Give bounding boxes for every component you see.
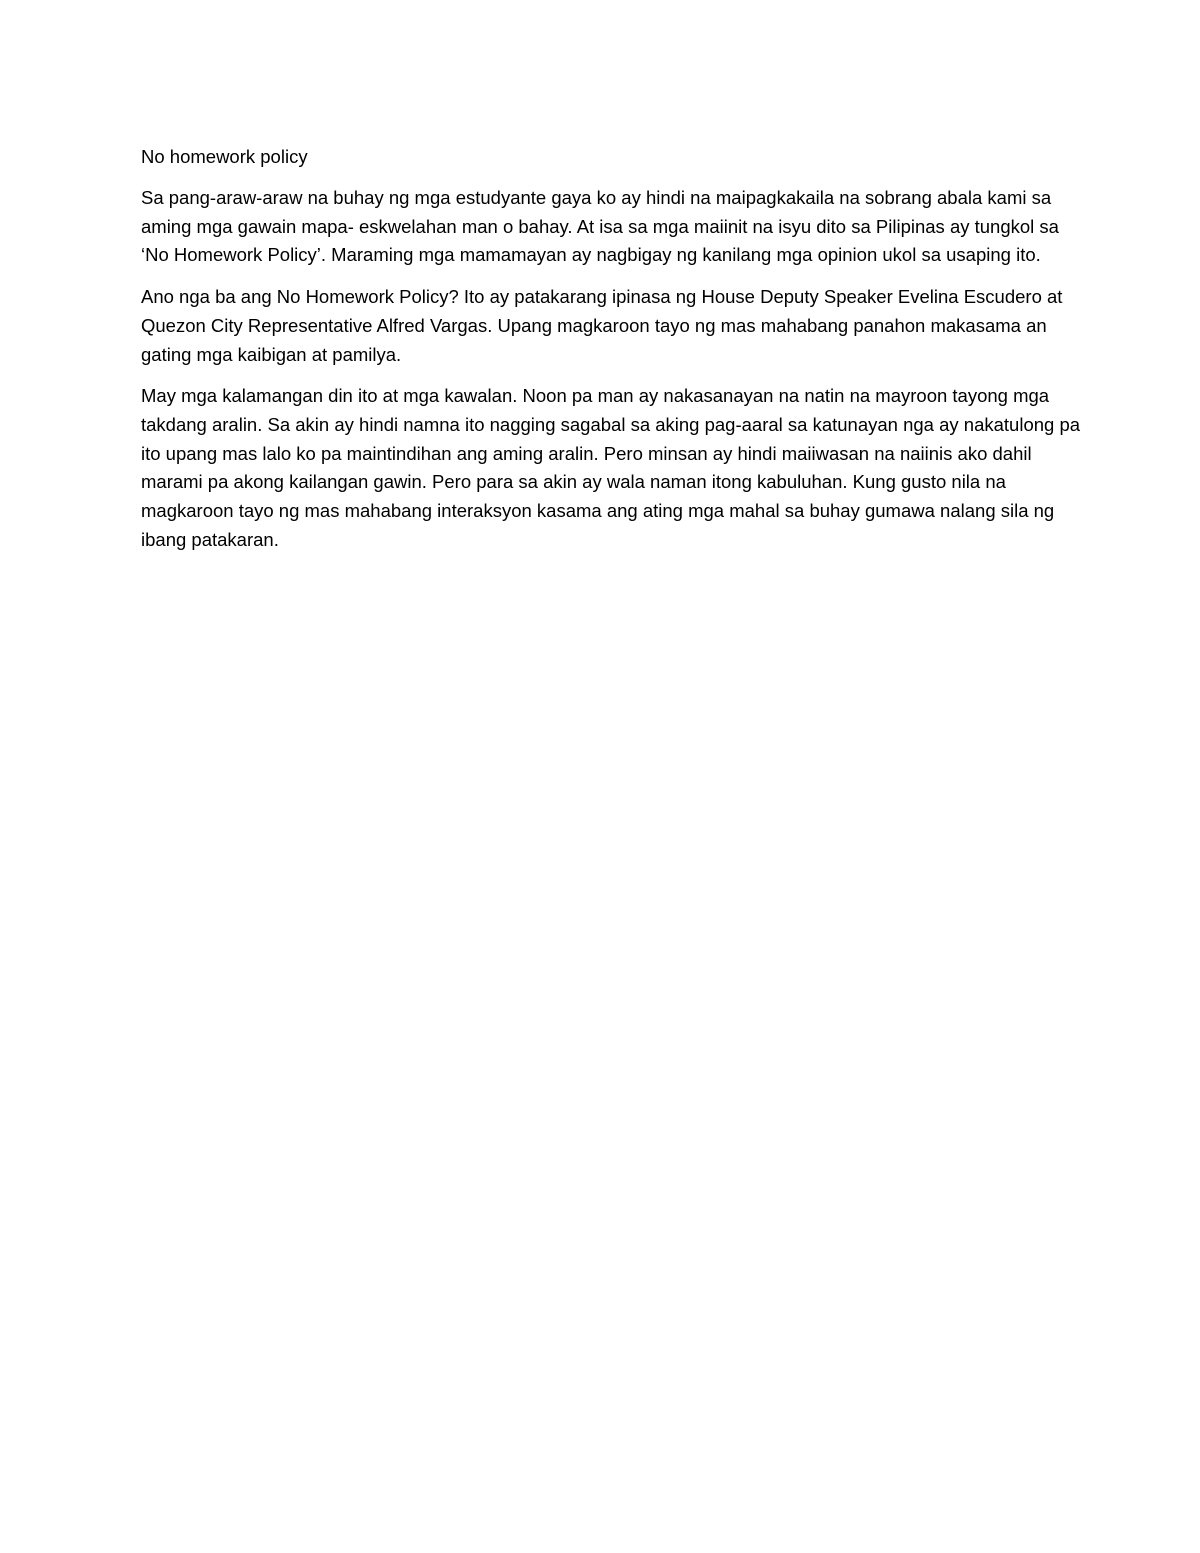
paragraph-2: Ano nga ba ang No Homework Policy? Ito ay patakarang ipinasa ng House Deputy Speaker Evelina Escudero at Quezon City Representative Alfred Vargas. Upang magkaroon tayo ng mas mahabang panahon makasama an gating mga kaibigan at pamilya. [141,286,1063,365]
document-title: No homework policy [141,146,308,167]
paragraph-3: May mga kalamangan din ito at mga kawalan. Noon pa man ay nakasanayan na natin na mayroon tayong mga takdang aralin. Sa akin ay hindi namna ito nagging sagabal sa aking pag-aaral sa katunayan nga ay nakatulong pa ito upang mas lalo ko pa maintindihan ang aming aralin. Pero minsan ay hindi maiiwasan na naiinis ako dahil marami pa akong kailangan gawin. Pero para sa akin ay wala naman itong kabuluhan. Kung gusto nila na magkaroon tayo ng mas mahabang interaksyon kasama ang ating mga mahal sa buhay gumawa nalang sila ng ibang patakaran. [141,385,1081,550]
paragraph-1: Sa pang-araw-araw na buhay ng mga estudyante gaya ko ay hindi na maipagkakaila na sobrang abala kami sa aming mga gawain mapa- eskwelahan man o bahay. At isa sa mga maiinit na isyu dito sa Pilipinas ay tungkol sa ‘No Homework Policy’. Maraming mga mamamayan ay nagbigay ng kanilang mga opinion ukol sa usaping ito. [141,187,1059,266]
